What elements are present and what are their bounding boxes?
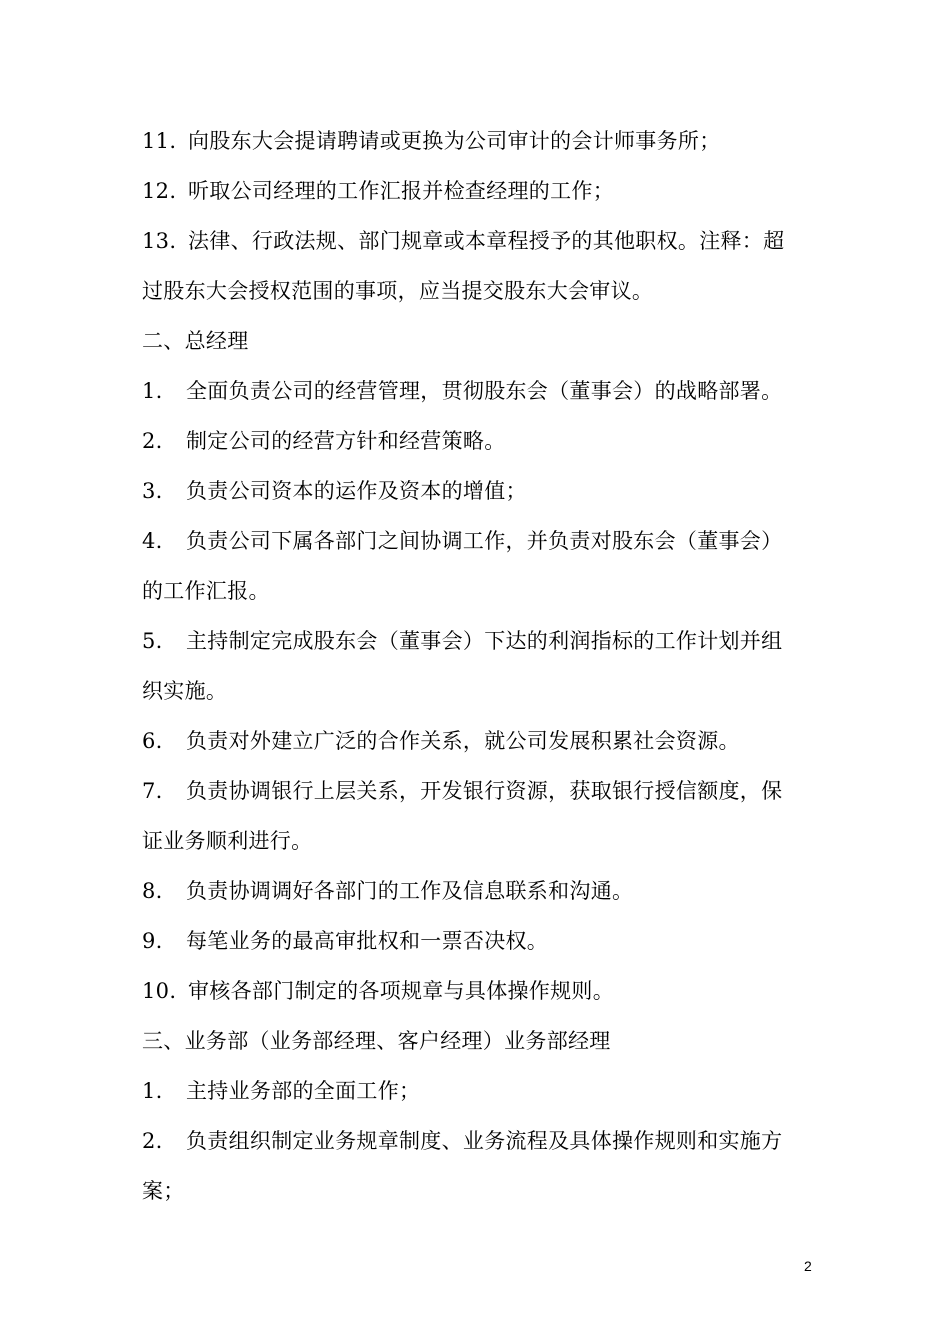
- item-number: 9.: [142, 929, 163, 953]
- line-text: 每笔业务的最高审批权和一票否决权。: [186, 929, 549, 953]
- line-text: 法律、行政法规、部门规章或本章程授予的其他职权。注释：超: [188, 229, 785, 253]
- item-number: 10.: [142, 979, 177, 1003]
- paragraph-line: [142, 226, 822, 256]
- line-text: 听取公司经理的工作汇报并检查经理的工作；: [188, 179, 614, 203]
- line-text: 负责协调银行上层关系，开发银行资源，获取银行授信额度，保: [186, 779, 783, 803]
- line-text: 主持制定完成股东会（董事会）下达的利润指标的工作计划并组: [186, 629, 783, 653]
- line-text: 的工作汇报。: [142, 579, 270, 603]
- section-heading: [142, 1026, 822, 1056]
- line-text: 向股东大会提请聘请或更换为公司审计的会计师事务所；: [188, 129, 721, 153]
- paragraph-line: [142, 726, 822, 756]
- paragraph-line: [142, 376, 822, 406]
- item-number: 12.: [142, 179, 177, 203]
- paragraph-line: [142, 676, 822, 706]
- paragraph-line: [142, 426, 822, 456]
- line-text: 全面负责公司的经营管理，贯彻股东会（董事会）的战略部署。: [186, 379, 783, 403]
- line-text: 负责公司下属各部门之间协调工作，并负责对股东会（董事会）: [186, 529, 783, 553]
- item-number: 2.: [142, 429, 163, 453]
- line-text: 织实施。: [142, 679, 228, 703]
- line-text: 负责协调调好各部门的工作及信息联系和沟通。: [186, 879, 634, 903]
- paragraph-line: [142, 1126, 822, 1156]
- paragraph-line: [142, 476, 822, 506]
- paragraph-line: [142, 876, 822, 906]
- paragraph-line: [142, 576, 822, 606]
- line-text: 证业务顺利进行。: [142, 829, 313, 853]
- paragraph-line: [142, 776, 822, 806]
- item-number: 11.: [142, 129, 177, 153]
- item-number: 5.: [142, 629, 163, 653]
- line-text: 三、业务部（业务部经理、客户经理）业务部经理: [142, 1029, 611, 1053]
- line-text: 制定公司的经营方针和经营策略。: [186, 429, 506, 453]
- item-number: 13.: [142, 229, 177, 253]
- line-text: 负责组织制定业务规章制度、业务流程及具体操作规则和实施方: [186, 1129, 783, 1153]
- paragraph-line: [142, 1076, 822, 1106]
- section-heading: [142, 326, 822, 356]
- item-number: 1.: [142, 379, 163, 403]
- paragraph-line: [142, 526, 822, 556]
- line-text: 负责公司资本的运作及资本的增值；: [186, 479, 527, 503]
- paragraph-line: [142, 826, 822, 856]
- item-number: 1.: [142, 1079, 163, 1103]
- line-text: 过股东大会授权范围的事项，应当提交股东大会审议。: [142, 279, 654, 303]
- paragraph-line: [142, 126, 822, 156]
- line-text: 案；: [142, 1179, 185, 1203]
- paragraph-line: [142, 626, 822, 656]
- item-number: 3.: [142, 479, 163, 503]
- line-text: 负责对外建立广泛的合作关系，就公司发展积累社会资源。: [186, 729, 740, 753]
- line-text: 审核各部门制定的各项规章与具体操作规则。: [188, 979, 614, 1003]
- paragraph-line: [142, 1176, 822, 1206]
- item-number: 2.: [142, 1129, 163, 1153]
- paragraph-line: [142, 276, 822, 306]
- paragraph-line: [142, 926, 822, 956]
- page-number: 2: [804, 1258, 812, 1274]
- item-number: 4.: [142, 529, 163, 553]
- line-text: 二、总经理: [142, 329, 249, 353]
- item-number: 6.: [142, 729, 163, 753]
- paragraph-line: [142, 976, 822, 1006]
- item-number: 7.: [142, 779, 163, 803]
- line-text: 主持业务部的全面工作；: [186, 1079, 421, 1103]
- item-number: 8.: [142, 879, 163, 903]
- paragraph-line: [142, 176, 822, 206]
